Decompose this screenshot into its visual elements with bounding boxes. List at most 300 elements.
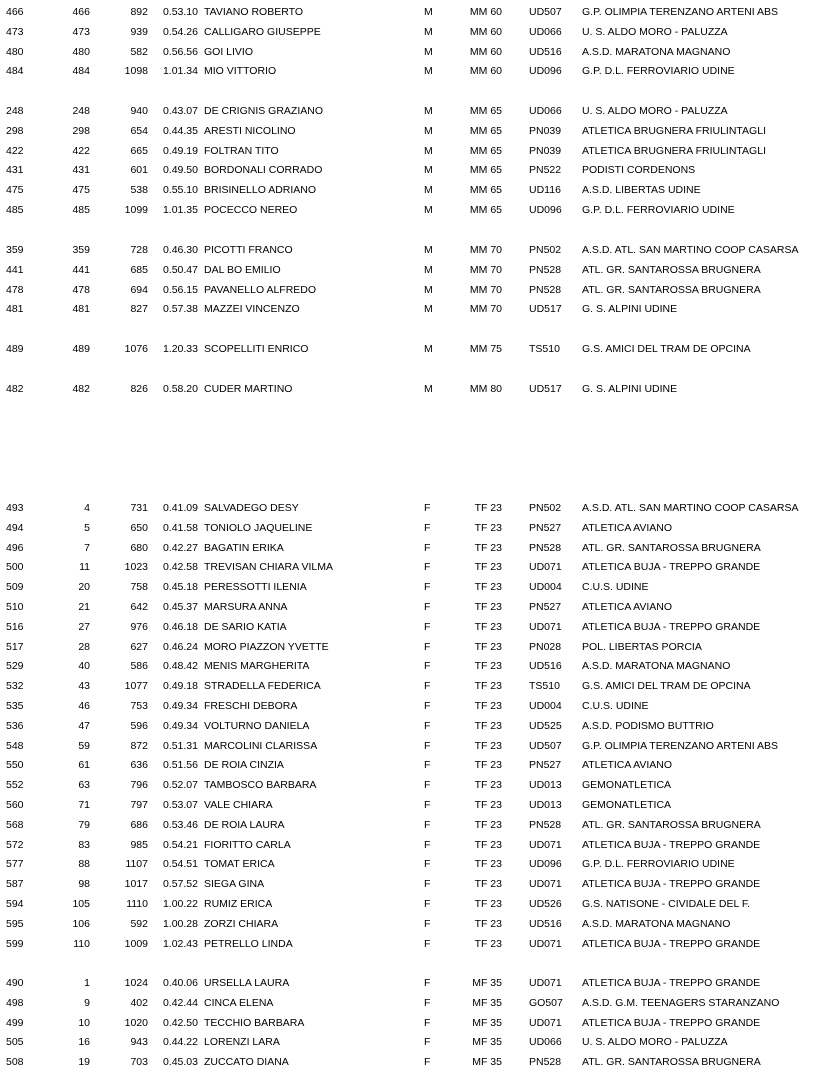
overall-position: 480 (6, 45, 24, 58)
age-category: MF 35 (472, 977, 502, 989)
sex: F (424, 1016, 431, 1029)
overall-position: 552 (6, 779, 24, 792)
finish-time: 0.49.50 (162, 164, 198, 177)
age-category: MM 65 (469, 124, 502, 137)
result-row (0, 640, 820, 654)
club-name: A.S.D. PODISMO BUTTRIO (582, 719, 714, 732)
sex: F (424, 898, 431, 910)
sex: M (424, 124, 433, 137)
age-category: TF 23 (474, 917, 502, 930)
finish-time: 0.49.19 (162, 144, 198, 157)
overall-position: 478 (6, 283, 24, 296)
bib-number: 694 (130, 283, 148, 296)
club-name: ATLETICA BUJA - TREPPO GRANDE (582, 937, 761, 950)
club-name: POL. LIBERTAS PORCIA (582, 640, 702, 653)
finish-time: 0.55.10 (162, 184, 198, 197)
club-name: A.S.D. G.M. TEENAGERS STARANZANO (582, 996, 780, 1009)
overall-position: 516 (6, 620, 24, 633)
sex: F (424, 818, 431, 831)
finish-time: 1.01.35 (162, 204, 198, 216)
overall-position: 535 (6, 700, 24, 712)
sex: F (424, 561, 431, 574)
overall-position: 494 (6, 521, 24, 534)
finish-time: 0.49.18 (162, 680, 198, 693)
club-code: UD116 (529, 184, 561, 197)
category-position: 489 (72, 343, 90, 355)
category-position: 431 (72, 164, 90, 177)
finish-time: 0.52.07 (162, 779, 198, 792)
category-position: 248 (72, 105, 90, 117)
category-position: 43 (78, 680, 90, 693)
club-name: G.S. AMICI DEL TRAM DE OPCINA (582, 680, 751, 693)
result-row (0, 521, 820, 535)
club-name: ATL. GR. SANTAROSSA BRUGNERA (582, 1056, 761, 1069)
athlete-name: VALE CHIARA (204, 799, 273, 811)
overall-position: 599 (6, 937, 24, 950)
result-row (0, 283, 820, 297)
athlete-name: TAMBOSCO BARBARA (204, 779, 317, 792)
result-row (0, 5, 820, 19)
category-position: 61 (78, 759, 90, 772)
athlete-name: SALVADEGO DESY (204, 502, 299, 514)
overall-position: 577 (6, 858, 24, 871)
result-row (0, 1016, 820, 1030)
category-position: 46 (78, 700, 90, 712)
athlete-name: DE CRIGNIS GRAZIANO (204, 105, 324, 117)
athlete-name: MENIS MARGHERITA (204, 660, 310, 673)
finish-time: 0.49.34 (162, 700, 198, 712)
club-name: U. S. ALDO MORO - PALUZZA (582, 105, 728, 117)
athlete-name: STRADELLA FEDERICA (204, 680, 321, 693)
athlete-name: FIORITTO CARLA (204, 838, 291, 851)
finish-time: 0.56.56 (162, 45, 198, 58)
finish-time: 1.02.43 (162, 937, 198, 950)
club-name: ATL. GR. SANTAROSSA BRUGNERA (582, 818, 761, 831)
finish-time: 0.53.46 (162, 818, 198, 831)
overall-position: 496 (6, 541, 24, 554)
category-position: 422 (72, 144, 90, 157)
overall-position: 484 (6, 65, 24, 78)
club-code: UD013 (529, 799, 562, 811)
club-code: PN528 (529, 263, 562, 276)
overall-position: 489 (6, 343, 24, 355)
finish-time: 0.44.35 (162, 124, 198, 137)
result-row (0, 104, 820, 118)
club-code: UD516 (529, 660, 562, 673)
overall-position: 466 (6, 6, 24, 18)
bib-number: 731 (130, 502, 148, 514)
bib-number: 1098 (124, 65, 148, 78)
bib-number: 939 (130, 25, 148, 38)
result-row (0, 560, 820, 574)
finish-time: 0.46.30 (162, 244, 198, 256)
finish-time: 0.58.20 (162, 383, 198, 395)
club-code: UD013 (529, 779, 562, 792)
category-position: 71 (78, 799, 90, 811)
sex: F (424, 700, 431, 712)
bib-number: 703 (130, 1056, 148, 1069)
club-code: TS510 (529, 680, 560, 693)
sex: M (424, 6, 433, 18)
club-code: UD004 (529, 700, 562, 712)
bib-number: 826 (130, 383, 148, 395)
result-row (0, 580, 820, 594)
result-row (0, 45, 820, 59)
result-row (0, 758, 820, 772)
bib-number: 1009 (124, 937, 148, 950)
finish-time: 0.45.18 (162, 581, 198, 594)
finish-time: 0.51.31 (162, 739, 198, 752)
age-category: TF 23 (474, 700, 502, 712)
result-row (0, 302, 820, 316)
category-position: 298 (72, 124, 90, 137)
overall-position: 532 (6, 680, 24, 693)
category-position: 19 (78, 1056, 90, 1069)
bib-number: 976 (130, 620, 148, 633)
overall-position: 499 (6, 1016, 24, 1029)
category-position: 20 (78, 581, 90, 594)
category-position: 484 (72, 65, 90, 78)
club-code: UD516 (529, 45, 562, 58)
bib-number: 985 (130, 838, 148, 851)
category-position: 98 (78, 878, 90, 891)
category-position: 1 (84, 977, 90, 989)
age-category: MM 65 (469, 204, 502, 216)
finish-time: 0.44.22 (162, 1036, 198, 1049)
sex: F (424, 779, 431, 792)
age-category: TF 23 (474, 601, 502, 613)
finish-time: 0.40.06 (162, 977, 198, 989)
sex: M (424, 164, 433, 177)
club-name: G.P. OLIMPIA TERENZANO ARTENI ABS (582, 6, 779, 18)
sex: M (424, 65, 433, 78)
overall-position: 550 (6, 759, 24, 772)
finish-time: 0.57.52 (162, 878, 198, 891)
club-code: PN528 (529, 541, 562, 554)
club-code: TS510 (529, 343, 560, 355)
bib-number: 654 (130, 124, 148, 137)
club-code: UD071 (529, 561, 562, 574)
overall-position: 536 (6, 719, 24, 732)
club-code: PN528 (529, 283, 562, 296)
athlete-name: URSELLA LAURA (204, 977, 290, 989)
club-name: C.U.S. UDINE (582, 581, 649, 594)
sex: F (424, 799, 431, 811)
result-row (0, 659, 820, 673)
overall-position: 481 (6, 303, 24, 316)
finish-time: 0.56.15 (162, 283, 198, 296)
club-code: UD507 (529, 739, 562, 752)
category-position: 7 (84, 541, 90, 554)
athlete-name: TECCHIO BARBARA (204, 1016, 305, 1029)
sex: F (424, 838, 431, 851)
result-row (0, 64, 820, 78)
finish-time: 0.46.18 (162, 620, 198, 633)
club-code: UD096 (529, 204, 562, 216)
finish-time: 1.20.33 (162, 343, 198, 355)
age-category: TF 23 (474, 660, 502, 673)
category-position: 16 (78, 1036, 90, 1049)
bib-number: 753 (130, 700, 148, 712)
overall-position: 510 (6, 601, 24, 613)
finish-time: 0.53.07 (162, 799, 198, 811)
bib-number: 592 (130, 917, 148, 930)
result-row (0, 996, 820, 1010)
club-name: G. S. ALPINI UDINE (582, 303, 678, 316)
club-name: G. S. ALPINI UDINE (582, 383, 678, 395)
result-row (0, 897, 820, 911)
result-row (0, 877, 820, 891)
category-position: 59 (78, 739, 90, 752)
overall-position: 548 (6, 739, 24, 752)
bib-number: 586 (130, 660, 148, 673)
club-code: PN502 (529, 244, 562, 256)
athlete-name: TOMAT ERICA (204, 858, 275, 871)
sex: M (424, 105, 433, 117)
overall-position: 505 (6, 1036, 24, 1049)
athlete-name: CINCA ELENA (204, 996, 274, 1009)
finish-time: 1.00.28 (162, 917, 198, 930)
finish-time: 0.53.10 (162, 6, 198, 18)
result-row (0, 25, 820, 39)
age-category: MF 35 (472, 1036, 502, 1049)
sex: F (424, 996, 431, 1009)
finish-time: 0.49.34 (162, 719, 198, 732)
age-category: MM 70 (469, 283, 502, 296)
club-code: UD096 (529, 858, 562, 871)
sex: F (424, 1056, 431, 1069)
athlete-name: ZUCCATO DIANA (204, 1056, 289, 1069)
result-row (0, 699, 820, 713)
age-category: MM 65 (469, 184, 502, 197)
overall-position: 475 (6, 184, 24, 197)
sex: F (424, 937, 431, 950)
club-name: A.S.D. MARATONA MAGNANO (582, 45, 731, 58)
result-row (0, 183, 820, 197)
finish-time: 0.46.24 (162, 640, 198, 653)
overall-position: 359 (6, 244, 24, 256)
club-name: C.U.S. UDINE (582, 700, 649, 712)
bib-number: 1017 (124, 878, 148, 891)
category-position: 88 (78, 858, 90, 871)
club-name: U. S. ALDO MORO - PALUZZA (582, 25, 728, 38)
age-category: MM 70 (469, 303, 502, 316)
athlete-name: LORENZI LARA (204, 1036, 280, 1049)
club-code: PN528 (529, 818, 562, 831)
overall-position: 587 (6, 878, 24, 891)
club-code: PN527 (529, 601, 562, 613)
overall-position: 422 (6, 144, 24, 157)
age-category: MM 60 (469, 65, 502, 78)
club-name: ATLETICA AVIANO (582, 521, 673, 534)
club-name: U. S. ALDO MORO - PALUZZA (582, 1036, 728, 1049)
age-category: TF 23 (474, 739, 502, 752)
athlete-name: MAZZEI VINCENZO (204, 303, 300, 316)
club-code: UD517 (529, 303, 562, 316)
club-code: PN039 (529, 144, 562, 157)
bib-number: 665 (130, 144, 148, 157)
athlete-name: BORDONALI CORRADO (204, 164, 323, 177)
sex: F (424, 1036, 431, 1049)
bib-number: 686 (130, 818, 148, 831)
category-position: 79 (78, 818, 90, 831)
athlete-name: DE SARIO KATIA (204, 620, 287, 633)
result-row (0, 857, 820, 871)
category-position: 359 (72, 244, 90, 256)
overall-position: 473 (6, 25, 24, 38)
bib-number: 892 (130, 6, 148, 18)
bib-number: 596 (130, 719, 148, 732)
sex: M (424, 263, 433, 276)
sex: F (424, 917, 431, 930)
overall-position: 568 (6, 818, 24, 831)
age-category: TF 23 (474, 620, 502, 633)
age-category: MM 60 (469, 45, 502, 58)
result-row (0, 1055, 820, 1069)
club-name: G.P. D.L. FERROVIARIO UDINE (582, 858, 735, 871)
bib-number: 1099 (124, 204, 148, 216)
club-code: PN502 (529, 502, 562, 514)
athlete-name: RUMIZ ERICA (204, 898, 273, 910)
athlete-name: MARCOLINI CLARISSA (204, 739, 318, 752)
category-position: 105 (72, 898, 90, 910)
overall-position: 572 (6, 838, 24, 851)
result-row (0, 203, 820, 217)
bib-number: 940 (130, 105, 148, 117)
age-category: TF 23 (474, 878, 502, 891)
age-category: MM 70 (469, 263, 502, 276)
finish-time: 0.42.44 (162, 996, 198, 1009)
club-code: PN522 (529, 164, 562, 177)
club-name: ATLETICA AVIANO (582, 759, 673, 772)
finish-time: 0.54.26 (162, 25, 198, 38)
club-code: PN528 (529, 1056, 562, 1069)
bib-number: 650 (130, 521, 148, 534)
club-name: A.S.D. MARATONA MAGNANO (582, 660, 731, 673)
athlete-name: PAVANELLO ALFREDO (204, 283, 317, 296)
sex: F (424, 858, 431, 871)
category-position: 473 (72, 25, 90, 38)
athlete-name: FOLTRAN TITO (204, 144, 279, 157)
club-code: UD066 (529, 25, 562, 38)
result-row (0, 263, 820, 277)
bib-number: 1024 (124, 977, 148, 989)
finish-time: 0.45.37 (162, 601, 198, 613)
club-code: UD071 (529, 1016, 562, 1029)
category-position: 9 (84, 996, 90, 1009)
club-code: UD071 (529, 977, 562, 989)
result-row (0, 818, 820, 832)
athlete-name: POCECCO NEREO (204, 204, 298, 216)
club-name: GEMONATLETICA (582, 779, 672, 792)
sex: M (424, 244, 433, 256)
overall-position: 594 (6, 898, 24, 910)
sex: F (424, 977, 431, 989)
athlete-name: TONIOLO JAQUELINE (204, 521, 313, 534)
age-category: MF 35 (472, 1056, 502, 1069)
result-row (0, 719, 820, 733)
result-row (0, 541, 820, 555)
age-category: MM 65 (469, 164, 502, 177)
sex: F (424, 660, 431, 673)
sex: M (424, 383, 433, 395)
bib-number: 601 (130, 164, 148, 177)
age-category: TF 23 (474, 779, 502, 792)
result-row (0, 917, 820, 931)
athlete-name: DE ROIA CINZIA (204, 759, 284, 772)
sex: F (424, 581, 431, 594)
club-name: ATLETICA AVIANO (582, 601, 673, 613)
bib-number: 728 (130, 244, 148, 256)
result-row (0, 342, 820, 356)
bib-number: 538 (130, 184, 148, 197)
sex: F (424, 680, 431, 693)
club-name: ATLETICA BUJA - TREPPO GRANDE (582, 878, 761, 891)
result-row (0, 976, 820, 990)
club-code: GO507 (529, 996, 563, 1009)
result-row (0, 937, 820, 951)
club-name: A.S.D. ATL. SAN MARTINO COOP CASARSA (582, 502, 799, 514)
result-row (0, 382, 820, 396)
club-code: UD525 (529, 719, 562, 732)
sex: M (424, 144, 433, 157)
club-name: G.P. OLIMPIA TERENZANO ARTENI ABS (582, 739, 779, 752)
sex: F (424, 601, 431, 613)
club-code: UD066 (529, 105, 562, 117)
category-position: 475 (72, 184, 90, 197)
club-code: UD517 (529, 383, 562, 395)
category-position: 485 (72, 204, 90, 216)
bib-number: 827 (130, 303, 148, 316)
club-name: ATLETICA BRUGNERA FRIULINTAGLI (582, 124, 766, 137)
category-position: 10 (78, 1016, 90, 1029)
club-code: UD071 (529, 878, 562, 891)
club-code: UD004 (529, 581, 562, 594)
category-position: 480 (72, 45, 90, 58)
bib-number: 402 (130, 996, 148, 1009)
finish-time: 0.41.09 (162, 502, 198, 514)
age-category: TF 23 (474, 640, 502, 653)
age-category: MF 35 (472, 1016, 502, 1029)
age-category: MM 70 (469, 244, 502, 256)
club-name: ATLETICA BUJA - TREPPO GRANDE (582, 1016, 761, 1029)
result-row (0, 838, 820, 852)
club-name: G.S. NATISONE - CIVIDALE DEL F. (582, 898, 751, 910)
overall-position: 493 (6, 502, 24, 514)
category-position: 441 (72, 263, 90, 276)
finish-time: 0.41.58 (162, 521, 198, 534)
category-position: 28 (78, 640, 90, 653)
result-row (0, 124, 820, 138)
finish-time: 0.48.42 (162, 660, 198, 673)
age-category: MM 80 (469, 383, 502, 395)
sex: F (424, 759, 431, 772)
bib-number: 680 (130, 541, 148, 554)
club-code: UD096 (529, 65, 562, 78)
category-position: 21 (78, 601, 90, 613)
finish-time: 0.50.47 (162, 263, 198, 276)
sex: F (424, 719, 431, 732)
club-name: GEMONATLETICA (582, 799, 672, 811)
club-code: PN527 (529, 759, 562, 772)
age-category: TF 23 (474, 799, 502, 811)
category-position: 27 (78, 620, 90, 633)
athlete-name: CUDER MARTINO (204, 383, 293, 395)
overall-position: 509 (6, 581, 24, 594)
bib-number: 642 (130, 601, 148, 613)
athlete-name: BAGATIN ERIKA (204, 541, 284, 554)
finish-time: 0.42.58 (162, 561, 198, 574)
